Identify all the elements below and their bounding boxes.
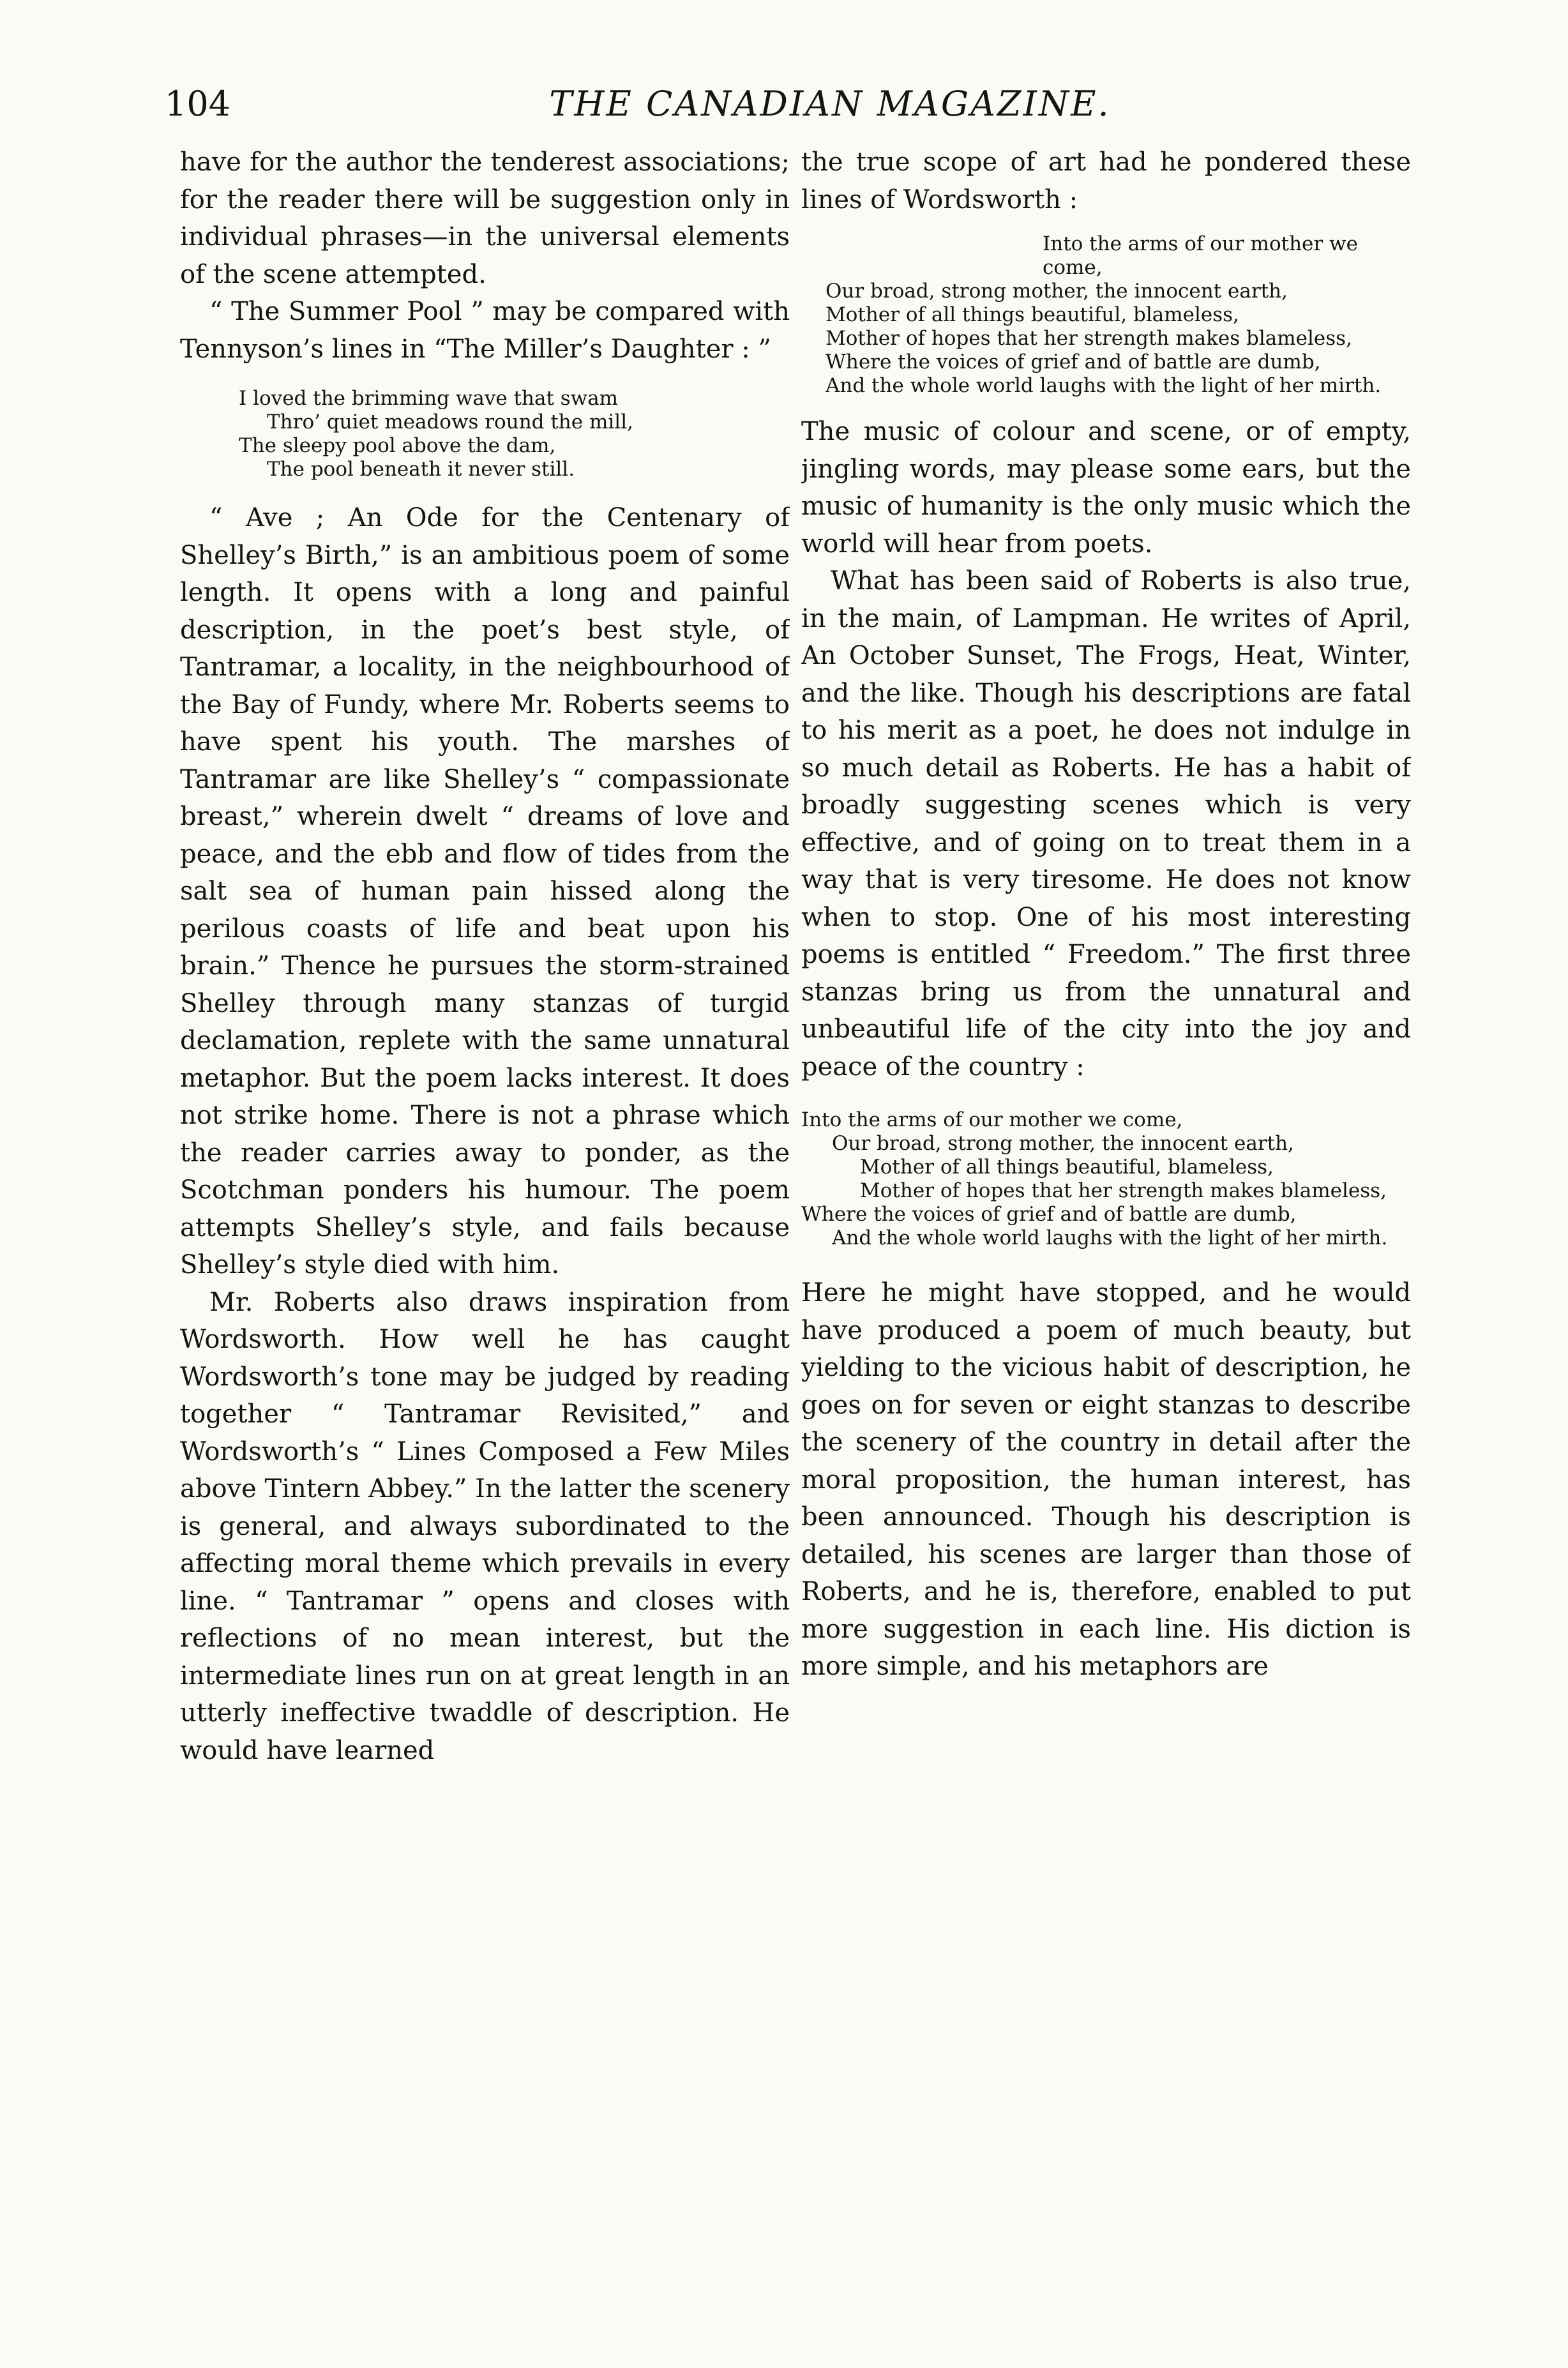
verse-line: And the whole world laughs with the light of her mirth. xyxy=(825,374,1382,397)
verse-line: The pool beneath it never still. xyxy=(267,458,575,481)
verse-line: Into the arms of our mother we come, xyxy=(801,1108,1183,1131)
verse-line: Mother of hopes that her strength makes blameless, xyxy=(825,327,1352,350)
left-column xyxy=(180,144,790,2244)
verse-line: I loved the brimming wave that swam xyxy=(239,387,619,410)
page-number: 104 xyxy=(165,84,231,124)
verse-line: Where the voices of grief and of battle are dumb, xyxy=(825,351,1321,373)
right-column xyxy=(801,144,1411,2244)
paragraph: have for the author the tenderest associations; for the reader there will be suggestion only in individual phrases—in the universal elements of the scene attempted. xyxy=(180,147,790,289)
verse-line: Into the arms of our mother we come, xyxy=(1043,232,1358,279)
page-header xyxy=(0,75,1568,133)
freedom-quote xyxy=(801,1108,1411,1250)
paragraph: “ Ave ; An Ode for the Centenary of Shelley’s Birth,” is an ambitious poem of some length. It opens with a long and painful description, in the poet’s best style, of Tantramar, a locality, in the neighbourhood of the Bay of Fundy, where Mr. Roberts seems to have spent his youth. The marshes of Tantramar are like Shelley’s “ compassionate breast,” wherein dwelt “ dreams of love and peace, and the ebb and flow of tides from the salt sea of human pain hissed along the perilous coasts of life and beat upon his brain.” Thence he pursues the storm-strained Shelley through many stanzas of turgid declamation, replete with the same unnatural metaphor. But the poem lacks interest. It does not strike home. There is not a phrase which the reader carries away to ponder, as the Scotchman ponders his humour. The poem attempts Shelley’s style, and fails because Shelley’s style died with him. xyxy=(180,503,790,1279)
verse-line: Thro’ quiet meadows round the mill, xyxy=(267,411,633,434)
verse-line: The sleepy pool above the dam, xyxy=(239,434,556,457)
tennyson-quote xyxy=(239,387,790,481)
verse-line: Our broad, strong mother, the innocent earth, xyxy=(825,280,1288,303)
verse-line: Our broad, strong mother, the innocent earth, xyxy=(832,1132,1294,1155)
paragraph: the true scope of art had he pondered these lines of Wordsworth : xyxy=(801,147,1411,215)
verse-line: Mother of all things beautiful, blameless, xyxy=(825,303,1239,326)
paragraph: The music of colour and scene, or of empty, jingling words, may please some ears, but the music of humanity is the only music which the world will hear from poets. xyxy=(801,417,1411,559)
running-title: THE CANADIAN MAGAZINE. xyxy=(549,84,1111,124)
verse-line: Where the voices of grief and of battle are dumb, xyxy=(801,1203,1297,1226)
wordsworth-quote xyxy=(825,232,1411,398)
verse-line: And the whole world laughs with the light of her mirth. xyxy=(832,1226,1388,1249)
paragraph: “ The Summer Pool ” may be compared with Tennyson’s lines in “The Miller’s Daughter : ” xyxy=(180,297,790,364)
verse-line: Mother of all things beautiful, blameless, xyxy=(860,1156,1274,1179)
verse-line: Mother of hopes that her strength makes blameless, xyxy=(860,1179,1387,1202)
paragraph: Mr. Roberts also draws inspiration from Wordsworth. How well he has caught Wordsworth’s tone may be judged by reading together “ Tantramar Revisited,” and Wordsworth’s “ Lines Composed a Few Miles above Tintern Abbey.” In the latter the scenery is general, and always subordinated to the affecting moral theme which prevails in every line. “ Tantramar ” opens and closes with reflections of no mean interest, but the intermediate lines run on at great length in an utterly ineffective twaddle of description. He would have learned xyxy=(180,1287,790,1765)
paragraph: Here he might have stopped, and he would have produced a poem of much beauty, but yielding to the vicious habit of description, he goes on for seven or eight stanzas to describe the scenery of the country in detail after the moral proposition, the human interest, has been announced. Though his description is detailed, his scenes are larger than those of Roberts, and he is, therefore, enabled to put more suggestion in each line. His diction is more simple, and his metaphors are xyxy=(801,1278,1411,1681)
paragraph: What has been said of Roberts is also true, in the main, of Lampman. He writes of April, An October Sunset, The Frogs, Heat, Winter, and the like. Though his descriptions are fatal to his merit as a poet, he does not indulge in so much detail as Roberts. He has a habit of broadly suggesting scenes which is very effective, and of going on to treat them in a way that is very tiresome. He does not know when to stop. One of his most interesting poems is entitled “ Freedom.” The first three stanzas bring us from the unnatural and unbeautiful life of the city into the joy and peace of the country : xyxy=(801,566,1411,1082)
